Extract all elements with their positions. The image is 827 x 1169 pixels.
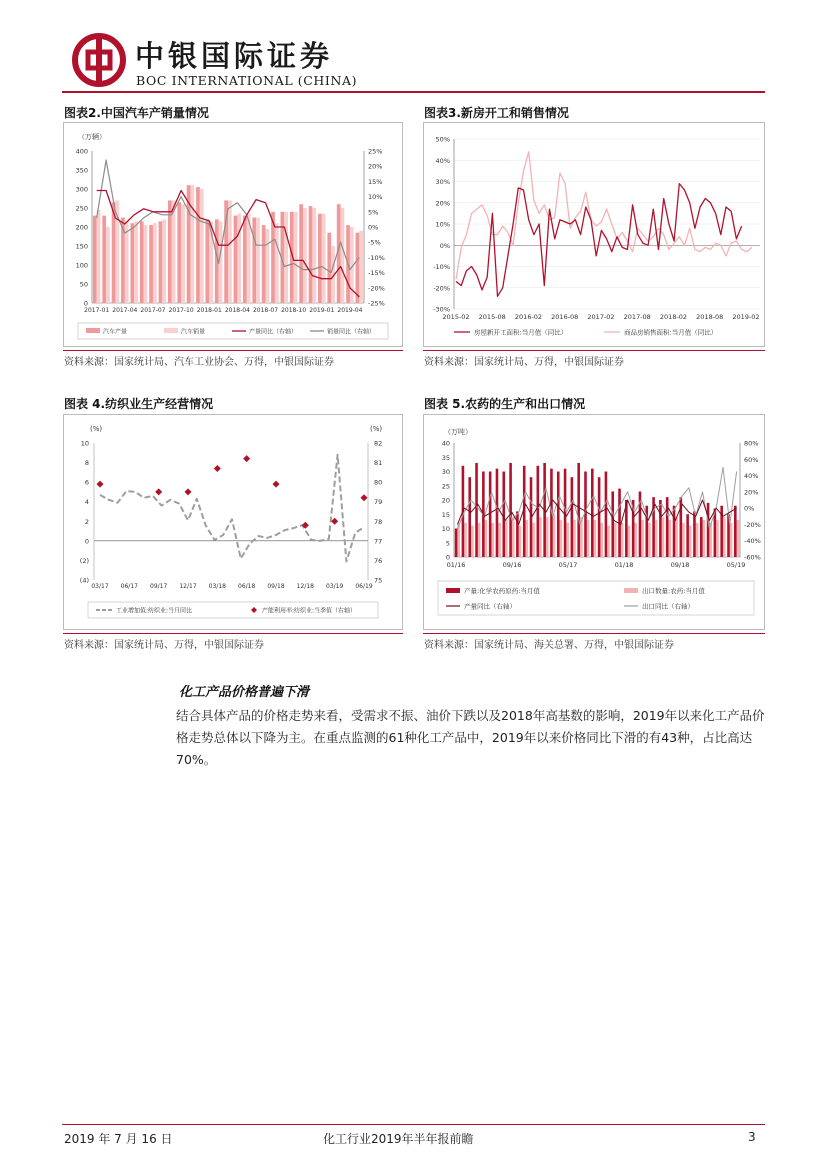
fig5-bar-production: [571, 477, 574, 557]
fig3-x-tick: 2015-02: [442, 313, 470, 321]
fig4-legend-label-ind: 工业增加值:纺织业:当月同比: [116, 607, 193, 615]
fig3-y-tick: 50%: [435, 135, 450, 144]
fig2-bar-sales: [275, 223, 279, 303]
fig5-yleft-tick: 25: [441, 482, 450, 491]
fig2-x-tick: 2017-01: [84, 307, 110, 314]
fig5-bar-production: [502, 472, 505, 558]
fig2-unit-label: （万辆）: [78, 133, 106, 141]
fig5-yleft-tick: 35: [441, 453, 450, 462]
fig5-bar-export: [471, 526, 474, 557]
fig5-bar-export: [546, 517, 549, 557]
fig5-bar-production: [455, 529, 458, 558]
fig5-bar-production: [693, 511, 696, 557]
fig5-x-tick: 01/18: [614, 561, 634, 569]
fig2-yleft-tick: 350: [75, 166, 88, 175]
fig2-legend-label: 销量同比（右轴）: [327, 328, 376, 336]
fig3-source-rule: [423, 350, 765, 351]
fig5-legend-label-export-yoy: 出口同比（右轴）: [642, 602, 694, 611]
fig2-bar-production: [299, 204, 303, 303]
fig4-yleft-tick: 10: [80, 439, 89, 448]
fig4-x-tick: 12/18: [296, 583, 314, 590]
fig2-bar-production: [196, 187, 200, 303]
fig5-bar-export: [532, 523, 535, 557]
fig2-legend-label: 汽车销量: [181, 328, 206, 336]
fig2-bar-sales: [312, 208, 316, 303]
fig5-bar-production: [700, 517, 703, 557]
fig2-yleft-tick: 400: [75, 147, 88, 156]
fig2-bar-sales: [266, 229, 270, 303]
fig3-y-tick: -10%: [433, 263, 450, 271]
fig5-x-tick: 05/17: [558, 561, 578, 569]
fig2-source: 资料来源：国家统计局、汽车工业协会、万得，中银国际证券: [64, 357, 334, 368]
fig4-yleft-tick: (4): [79, 576, 89, 585]
fig3-y-tick: -20%: [433, 284, 450, 293]
fig4-frame: [63, 414, 403, 630]
fig2-yright-tick: 15%: [368, 177, 383, 186]
fig5-bar-export: [519, 526, 522, 557]
fig3-source: 资料来源：国家统计局、万得，中银国际证券: [424, 357, 624, 368]
fig2-yleft-tick: 150: [75, 242, 88, 251]
fig5-bar-production: [468, 477, 471, 557]
fig2-legend-label: 汽车产量: [103, 328, 128, 336]
fig2-bar-sales: [359, 231, 363, 303]
fig2-bar-production: [149, 225, 153, 303]
fig5-frame: [423, 414, 765, 630]
fig2-bar-production: [252, 218, 256, 304]
fig2-yright-tick: -20%: [368, 284, 385, 293]
fig2-yright-tick: 0%: [368, 223, 379, 232]
fig4-x-tick: 06/17: [120, 583, 138, 590]
fig4-marker-capacity: [361, 494, 368, 501]
fig4-x-tick: 06/18: [238, 583, 256, 590]
fig4-yright-tick: 81: [374, 459, 383, 468]
fig5-bar-production: [509, 463, 512, 557]
fig4-yright-tick: 76: [374, 556, 383, 565]
fig5-bar-export: [587, 520, 590, 557]
fig2-x-tick: 2018-01: [196, 307, 222, 314]
fig5-yright-tick: 40%: [744, 472, 759, 481]
fig2-bar-sales: [294, 212, 298, 303]
fig2-x-tick: 2017-10: [168, 307, 194, 314]
fig5-x-tick: 05/19: [726, 561, 746, 569]
fig5-legend-swatch-production: [446, 588, 460, 593]
fig2-yright-tick: 5%: [368, 208, 379, 217]
fig3-x-tick: 2016-08: [551, 313, 579, 321]
fig3-legend-label-sales: 商品房销售面积:当月值（同比）: [624, 328, 718, 337]
fig3-y-tick: -30%: [433, 305, 450, 314]
fig5-bar-export: [634, 523, 637, 557]
fig2-bar-production: [168, 200, 172, 303]
logo-cn: 中银国际证券: [135, 39, 334, 73]
fig2-yleft-tick: 200: [75, 223, 88, 232]
fig5-bar-export: [730, 523, 733, 557]
footer-title: 化工行业2019年半年报前瞻: [323, 1132, 474, 1146]
fig5-x-tick: 01/16: [446, 561, 466, 569]
fig2-bar-sales: [153, 223, 157, 303]
fig2-bar-production: [140, 221, 144, 303]
fig3-x-tick: 2017-08: [623, 313, 651, 321]
fig4-marker-capacity: [97, 481, 104, 488]
fig5-chart: [424, 415, 764, 629]
fig2-bar-sales: [172, 200, 176, 303]
fig4-source: 资料来源：国家统计局、万得，中银国际证券: [64, 640, 264, 651]
fig5-yright-tick: 20%: [744, 488, 759, 497]
header: [0, 0, 827, 100]
fig2-yright-tick: 20%: [368, 162, 383, 171]
fig3-line-sales: [456, 152, 752, 279]
fig2-yleft-tick: 0: [83, 299, 88, 308]
fig2-bar-production: [224, 200, 228, 303]
fig5-bar-export: [491, 523, 494, 557]
fig2-x-tick: 2017-04: [112, 307, 138, 314]
fig4-x-tick: 03/18: [208, 583, 226, 590]
fig4-yleft-tick: 6: [84, 478, 89, 487]
fig5-bar-production: [489, 472, 492, 558]
section-paragraph: 结合具体产品的价格走势来看，受需求不振、油价下跌以及2018年高基数的影响，2019年以来化工产品价格走势总体以下降为主。在重点监测的61种化工产品中，2019年以来价格同比下滑的有43种，占比高达70%。: [176, 708, 765, 767]
fig2-yright-tick: 25%: [368, 147, 383, 156]
fig2-x-tick: 2018-04: [224, 307, 250, 314]
fig5-bar-export: [648, 523, 651, 557]
fig4-yright-tick: 77: [374, 537, 383, 546]
fig2-bar-sales: [181, 204, 185, 303]
fig4-yleft-tick: 8: [84, 459, 89, 468]
fig5-yleft-tick: 30: [441, 468, 450, 476]
fig5-legend-label-production: 产量:化学农药原药:当月值: [464, 587, 540, 595]
fig2-bar-sales: [190, 185, 194, 303]
fig4-marker-capacity: [155, 488, 162, 495]
fig2-bar-sales: [284, 212, 288, 303]
fig2-yright-tick: -25%: [368, 299, 385, 308]
fig2-yleft-tick: 250: [75, 204, 88, 213]
fig2-legend-swatch-production: [86, 328, 100, 333]
fig5-yleft-tick: 15: [441, 510, 450, 519]
fig3-y-tick: 20%: [435, 199, 450, 208]
fig2-bar-sales: [106, 227, 110, 303]
fig5-bar-export: [464, 523, 467, 557]
fig3-y-tick: 30%: [435, 178, 450, 186]
fig2-bar-sales: [144, 225, 148, 303]
fig2-legend-swatch-sales: [164, 328, 178, 333]
fig4-x-tick: 03/19: [326, 583, 344, 590]
fig5-bar-production: [659, 500, 662, 557]
fig2-bar-production: [102, 216, 106, 303]
fig5-source-rule: [423, 633, 765, 634]
fig4-x-tick: 09/17: [150, 583, 168, 590]
fig4-yright-tick: 78: [374, 517, 383, 526]
fig2-x-tick: 2019-04: [337, 307, 363, 314]
fig4-yright-tick: 75: [374, 576, 383, 585]
fig2-yright-tick: -15%: [368, 269, 385, 278]
fig5-bar-export: [512, 517, 515, 557]
fig2-bar-sales: [303, 208, 307, 303]
fig5-yright-tick: -40%: [744, 537, 761, 546]
fig4-legend-swatch-capacity: [251, 607, 257, 613]
fig4-marker-capacity: [243, 455, 250, 462]
fig5-bar-production: [666, 497, 669, 557]
fig5-bar-export: [682, 523, 685, 557]
fig3-chart: [424, 123, 764, 346]
fig5-bar-export: [600, 523, 603, 557]
fig5-unit-label: （万吨）: [444, 428, 472, 436]
fig3-x-tick: 2016-02: [514, 313, 543, 321]
fig5-bar-export: [655, 520, 658, 557]
fig5-bar-export: [539, 517, 542, 557]
fig5-yleft-tick: 5: [445, 539, 450, 548]
fig5-bar-export: [560, 520, 563, 557]
fig2-yright-tick: -10%: [368, 253, 385, 262]
fig4-marker-capacity: [273, 481, 280, 488]
fig5-yright-tick: 0%: [744, 504, 755, 513]
logo-en: BOC INTERNATIONAL (CHINA): [136, 73, 358, 88]
header-rule: [62, 91, 765, 93]
fig5-yright-tick: 80%: [744, 439, 759, 448]
fig5-bar-export: [607, 526, 610, 557]
fig5-bar-production: [598, 477, 601, 557]
fig3-x-tick: 2018-02: [659, 313, 688, 321]
fig5-yleft-tick: 20: [441, 496, 450, 505]
fig5-bar-export: [621, 523, 624, 557]
fig5-bar-export: [478, 523, 481, 557]
fig3-y-tick: 40%: [435, 156, 450, 165]
fig3-x-tick: 2017-02: [587, 313, 615, 321]
fig4-yleft-tick: 0: [84, 537, 89, 546]
fig4-chart: [64, 415, 402, 629]
fig5-bar-production: [707, 503, 710, 557]
fig5-bar-export: [566, 523, 569, 557]
fig5-bar-production: [673, 506, 676, 557]
fig2-caption: 图表2.中国汽车产销量情况: [64, 106, 209, 120]
fig5-caption: 图表 5.农药的生产和出口情况: [424, 397, 586, 411]
fig2-bar-sales: [200, 189, 204, 303]
boc-logo-icon: [72, 33, 126, 87]
fig2-bar-production: [243, 216, 247, 303]
fig2-bar-sales: [256, 218, 260, 304]
fig5-bar-export: [594, 520, 597, 557]
fig5-bar-export: [485, 520, 488, 557]
fig4-x-tick: 09/18: [267, 583, 285, 590]
fig4-yright-tick: 79: [374, 498, 383, 507]
fig2-source-rule: [63, 350, 403, 351]
fig4-yleft-tick: 4: [84, 498, 89, 507]
fig5-bar-export: [703, 520, 706, 557]
fig2-bar-production: [309, 206, 313, 303]
fig5-bar-export: [689, 526, 692, 557]
fig5-bar-export: [723, 517, 726, 557]
fig2-bar-production: [93, 216, 97, 303]
fig5-bar-export: [505, 520, 508, 557]
fig5-bar-production: [537, 466, 540, 557]
fig2-bar-sales: [228, 200, 232, 303]
fig2-bar-sales: [162, 219, 166, 303]
fig5-bar-export: [696, 523, 699, 557]
fig5-bar-export: [526, 520, 529, 557]
footer-rule: [62, 1124, 765, 1125]
fig5-bar-production: [530, 477, 533, 557]
fig5-legend-label-prod-yoy: 产量同比（右轴）: [464, 602, 516, 611]
fig5-bar-production: [516, 511, 519, 557]
fig2-bar-sales: [97, 210, 101, 303]
fig5-yleft-tick: 0: [445, 553, 450, 562]
fig5-bar-export: [716, 520, 719, 557]
fig2-x-tick: 2019-01: [309, 307, 335, 314]
fig3-x-tick: 2015-08: [478, 313, 506, 321]
fig2-bar-production: [130, 223, 134, 303]
fig4-source-rule: [63, 633, 403, 634]
fig2-bar-production: [234, 216, 238, 303]
fig2-x-tick: 2017-07: [140, 307, 166, 314]
fig2-bar-production: [327, 233, 331, 303]
fig2-bar-sales: [237, 214, 241, 303]
fig2-legend-label: 产量同比（右轴）: [249, 328, 298, 336]
fig4-x-tick: 03/17: [91, 583, 109, 590]
fig4-yleft-tick: 2: [84, 517, 89, 526]
fig5-bar-production: [475, 463, 478, 557]
fig4-left-unit: (%): [90, 425, 103, 433]
fig4-caption: 图表 4.纺织业生产经营情况: [64, 397, 214, 411]
footer-page: 3: [748, 1130, 756, 1144]
fig2-bar-production: [356, 233, 360, 303]
fig4-line-ind-value: [100, 455, 364, 562]
fig5-x-tick: 09/18: [670, 561, 690, 569]
fig5-bar-production: [734, 506, 737, 557]
fig2-bar-sales: [341, 208, 345, 303]
fig2-bar-production: [205, 219, 209, 303]
fig3-y-tick: 0%: [439, 241, 450, 250]
fig4-yright-tick: 82: [374, 439, 383, 448]
fig5-bar-production: [611, 491, 614, 557]
fig2-bar-production: [159, 221, 163, 303]
fig2-yleft-tick: 300: [75, 185, 88, 194]
fig5-bar-production: [591, 469, 594, 557]
fig2-bar-sales: [125, 221, 129, 303]
fig2-yleft-tick: 100: [75, 261, 88, 270]
fig2-bar-production: [177, 202, 181, 303]
fig2-yright-tick: 10%: [368, 193, 383, 202]
fig5-legend-swatch-export: [624, 588, 638, 593]
fig5-bar-export: [675, 517, 678, 557]
fig3-y-tick: 10%: [435, 220, 450, 229]
fig5-bar-production: [496, 469, 499, 557]
fig5-bar-production: [577, 463, 580, 557]
fig2-yleft-tick: 50: [79, 280, 88, 289]
fig5-yleft-tick: 40: [441, 439, 450, 448]
fig5-bar-export: [614, 523, 617, 557]
fig5-bar-production: [686, 514, 689, 557]
fig5-legend-label-export: 出口数量:农药:当月值: [642, 587, 705, 595]
fig5-bar-production: [557, 472, 560, 558]
fig2-x-tick: 2018-07: [252, 307, 279, 314]
fig2-bar-production: [318, 214, 322, 303]
fig5-yright-tick: -60%: [744, 553, 761, 562]
footer-date: 2019 年 7 月 16 日: [64, 1132, 173, 1146]
fig4-marker-capacity: [331, 518, 338, 525]
fig4-yright-tick: 80: [374, 478, 383, 487]
fig5-bar-export: [641, 520, 644, 557]
fig5-yright-tick: 60%: [744, 455, 759, 464]
fig3-x-tick: 2019-02: [732, 313, 760, 321]
fig5-bar-export: [573, 520, 576, 557]
fig5-yright-tick: -20%: [744, 520, 761, 529]
fig3-line-starts: [456, 184, 742, 297]
fig5-bar-production: [564, 469, 567, 557]
fig4-x-tick: 12/17: [179, 583, 197, 590]
fig5-bar-export: [662, 517, 665, 557]
fig2-bar-production: [262, 225, 266, 303]
fig5-bar-export: [737, 520, 740, 557]
fig2-bar-sales: [134, 221, 138, 303]
fig3-legend-label-starts: 房屋新开工面积:当月值（同比）: [474, 328, 568, 337]
fig2-chart: [64, 123, 402, 346]
fig4-legend-label-capacity: 产能利用率:纺织业:当季值（右轴）: [262, 607, 357, 615]
fig5-source: 资料来源：国家统计局、海关总署、万得，中银国际证券: [424, 640, 674, 651]
fig5-bar-export: [498, 523, 501, 557]
fig5-bar-export: [669, 520, 672, 557]
fig4-marker-capacity: [185, 488, 192, 495]
fig4-marker-capacity: [214, 465, 221, 472]
fig4-right-unit: (%): [370, 425, 383, 433]
fig3-x-tick: 2018-08: [696, 313, 724, 321]
fig2-yright-tick: -5%: [368, 238, 381, 247]
fig2-x-tick: 2018-10: [281, 307, 307, 314]
fig4-yleft-tick: (2): [79, 556, 89, 565]
fig4-x-tick: 06/19: [355, 583, 373, 590]
fig3-caption: 图表3.新房开工和销售情况: [424, 106, 569, 120]
fig2-frame: [63, 122, 403, 347]
section-heading: 化工产品价格普遍下滑: [179, 685, 310, 700]
fig5-bar-export: [628, 526, 631, 557]
fig2-bar-sales: [322, 214, 326, 303]
fig3-frame: [423, 122, 765, 347]
fig5-bar-production: [605, 472, 608, 558]
fig5-yleft-tick: 10: [441, 525, 450, 533]
fig5-x-tick: 09/16: [502, 561, 522, 569]
fig5-bar-export: [553, 514, 556, 557]
